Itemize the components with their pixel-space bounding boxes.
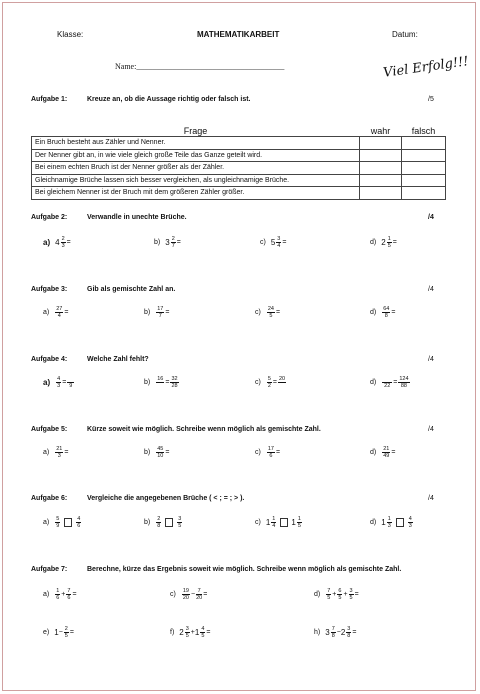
col-falsch: falsch	[411, 125, 436, 136]
a5-item-d: d) $\frac{21}{49}$ =	[370, 446, 396, 459]
klasse-label: Klasse:	[57, 30, 84, 39]
table-row	[32, 174, 446, 187]
compare-box[interactable]	[280, 518, 288, 527]
a5-item-c: c) $\frac{17}{6}$ =	[255, 446, 281, 459]
a2-label: Aufgabe 2:	[31, 214, 68, 221]
a7-label: Aufgabe 7:	[31, 566, 68, 573]
table-row	[32, 187, 446, 200]
falsch-cell[interactable]	[402, 174, 446, 187]
a2-item-d: d) 2 $\frac{1}{5}$ =	[370, 236, 397, 249]
wahr-cell[interactable]	[360, 149, 402, 162]
a2-item-a: a) 4 $\frac{2}{3}$ =	[43, 236, 71, 249]
a3-item-c: c) $\frac{24}{5}$ =	[255, 306, 281, 319]
a7-item-f: f) 2 $\frac{3}{5}$ + 1 $\frac{4}{5}$ =	[170, 626, 211, 639]
compare-box[interactable]	[165, 518, 173, 527]
a6-item-d: d) 1 $\frac{1}{3}$ $\frac{4}{3}$	[370, 516, 412, 529]
a4-label: Aufgabe 4:	[31, 356, 68, 363]
a7-instruction: Berechne, kürze das Ergebnis soweit wie möglich. Schreibe wenn möglich als gemischte Zahl.	[87, 566, 402, 573]
a3-item-d: d) $\frac{64}{8}$ =	[370, 306, 396, 319]
table-row	[32, 137, 446, 150]
a2-item-b: b) 3 $\frac{2}{7}$ =	[154, 236, 181, 249]
datum-label: Datum:	[392, 30, 418, 39]
a7-item-a: a) $\frac{1}{6}$ + $\frac{7}{6}$ =	[43, 588, 77, 601]
statement: Gleichnamige Brüche lassen sich besser vergleichen, als ungleichnamige Brüche.	[32, 174, 360, 187]
a7-item-e: e) 1 − $\frac{2}{5}$ =	[43, 626, 74, 639]
compare-box[interactable]	[396, 518, 404, 527]
table-row	[32, 149, 446, 162]
a1-label: Aufgabe 1:	[31, 96, 68, 103]
a6-item-a: a) $\frac{5}{9}$ $\frac{4}{6}$	[43, 516, 81, 529]
a7-item-d: d) $\frac{7}{5}$ + $\frac{6}{5}$ + $\frac{3}{5}$ =	[314, 588, 359, 601]
a6-item-b: b) $\frac{2}{8}$ $\frac{3}{5}$	[144, 516, 182, 529]
a1-instruction: Kreuze an, ob die Aussage richtig oder falsch ist.	[87, 96, 251, 103]
a3-item-b: b) $\frac{17}{7}$ =	[144, 306, 170, 319]
a4-score: /4	[428, 356, 434, 363]
a4-item-c: c) $\frac{5}{2}$ = 20	[255, 376, 286, 389]
a3-instruction: Gib als gemischte Zahl an.	[87, 286, 176, 293]
a4-item-b: b) 16 = $\frac{32}{28}$	[144, 376, 178, 389]
statement: Der Nenner gibt an, in wie viele gleich große Teile das Ganze geteilt wird.	[32, 149, 360, 162]
a2-item-c: c) 5 $\frac{3}{4}$ =	[260, 236, 287, 249]
a5-instruction: Kürze soweit wie möglich. Schreibe wenn möglich als gemischte Zahl.	[87, 426, 321, 433]
a6-label: Aufgabe 6:	[31, 495, 68, 502]
statement: Bei gleichem Nenner ist der Bruch mit dem größeren Zähler größer.	[32, 187, 360, 200]
a4-item-d: d) 22 = $\frac{124}{88}$	[370, 376, 409, 389]
falsch-cell[interactable]	[402, 137, 446, 150]
falsch-cell[interactable]	[402, 187, 446, 200]
a7-item-c: c) $\frac{19}{20}$ − $\frac{7}{20}$ =	[170, 588, 208, 601]
a3-label: Aufgabe 3:	[31, 286, 68, 293]
a7-item-h: h) 3 $\frac{7}{8}$ − 2 $\frac{3}{8}$ =	[314, 626, 357, 639]
a6-item-c: c) 1 $\frac{1}{4}$ 1 $\frac{1}{5}$	[255, 516, 301, 529]
a6-instruction: Vergleiche die angegebenen Brüche ( < ; = ; > ).	[87, 495, 245, 502]
a5-item-b: b) $\frac{45}{10}$ =	[144, 446, 170, 459]
falsch-cell[interactable]	[402, 162, 446, 175]
statement: Ein Bruch besteht aus Zähler und Nenner.	[32, 137, 360, 150]
wahr-cell[interactable]	[360, 174, 402, 187]
a4-item-a: a) $\frac{4}{3}$ = 9	[43, 376, 73, 389]
wahr-cell[interactable]	[360, 137, 402, 150]
a3-score: /4	[428, 286, 434, 293]
a2-score: /4	[428, 214, 434, 221]
compare-box[interactable]	[64, 518, 72, 527]
a5-item-a: a) $\frac{21}{3}$ =	[43, 446, 69, 459]
statement: Bei einem echten Bruch ist der Nenner größer als der Zähler.	[32, 162, 360, 175]
table-row	[32, 162, 446, 175]
col-frage: Frage	[183, 125, 208, 136]
name-line: Name:_____________________________________	[115, 62, 285, 71]
a5-label: Aufgabe 5:	[31, 426, 68, 433]
a3-item-a: a) $\frac{27}{4}$ =	[43, 306, 69, 319]
wahr-cell[interactable]	[360, 162, 402, 175]
a1-score: /5	[428, 96, 434, 103]
handwritten-note: Viel Erfolg!!!	[382, 54, 470, 81]
a2-instruction: Verwandle in unechte Brüche.	[87, 214, 187, 221]
page-title: MATHEMATIKARBEIT	[197, 30, 280, 39]
a5-score: /4	[428, 426, 434, 433]
col-wahr: wahr	[370, 125, 391, 136]
a4-instruction: Welche Zahl fehlt?	[87, 356, 149, 363]
a6-score: /4	[428, 495, 434, 502]
falsch-cell[interactable]	[402, 149, 446, 162]
wahr-cell[interactable]	[360, 187, 402, 200]
a1-table	[31, 125, 446, 200]
